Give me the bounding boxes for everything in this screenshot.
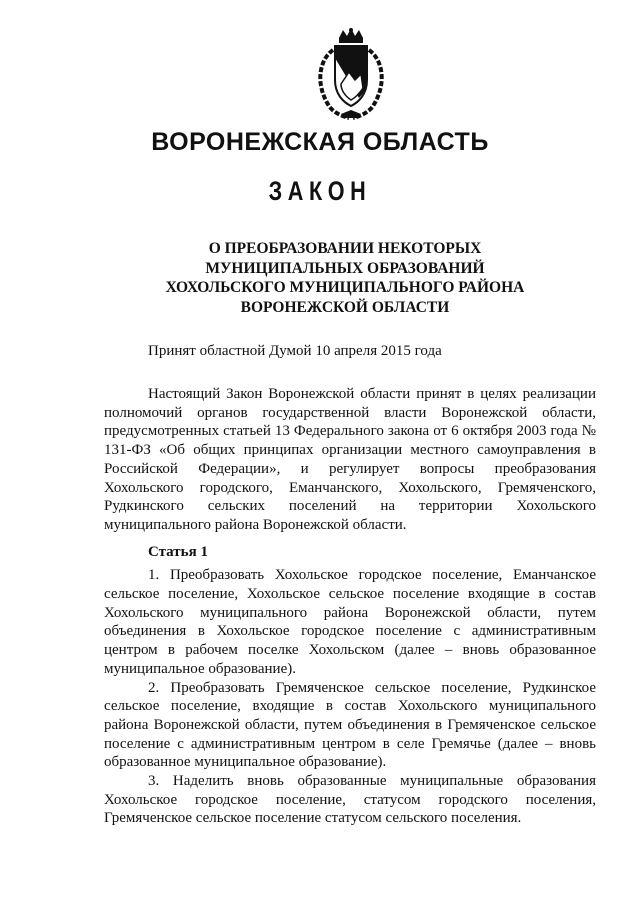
article-heading: Статья 1 [148, 543, 208, 560]
preamble-paragraph: Настоящий Закон Воронежской области принят в целях реализации полномочий органов государственной власти Воронежской области, предусмотренных статьей 13 Федерального закона от 6 октября 2003 года № 131-ФЗ «Об общих принципах организации местного самоуправления в Российской Федерации», и регулирует вопросы преобразования Хохольского городского, Еманчанского, Хохольского, Гремяченского, Рудкинского сельских поселений на территории Хохольского муниципального района Воронежской области. [104, 386, 596, 533]
adoption-date: Принят областной Думой 10 апреля 2015 года [148, 343, 442, 359]
law-subject [120, 239, 570, 317]
article-item: 3. Наделить вновь образованные муниципальные образования Хохольское городское поселение, статусом городского поселения, Гремяченское сельское поселение статусом сельского поселения. [104, 773, 596, 827]
region-title: ВОРОНЕЖСКАЯ ОБЛАСТЬ [151, 128, 489, 156]
subject-line: ХОХОЛЬСКОГО МУНИЦИПАЛЬНОГО РАЙОНА [165, 279, 525, 296]
coat-of-arms-icon [311, 28, 391, 120]
law-body [104, 385, 596, 828]
subject-line: МУНИЦИПАЛЬНЫХ ОБРАЗОВАНИЙ [205, 259, 485, 277]
article-item: 1. Преобразовать Хохольское городское поселение, Еманчанское сельское поселение, Хохольское сельское поселение входящие в состав Хохольского муниципального района Воронежской области, путем объединения в Хохольское городское поселение с административным центром в рабочем поселке Хохольском (далее – вновь образованное муниципальное образование). [104, 567, 596, 677]
subject-line: О ПРЕОБРАЗОВАНИИ НЕКОТОРЫХ [208, 240, 482, 257]
article-item: 2. Преобразовать Гремяченское сельское поселение, Рудкинское сельское поселение, входящие в состав Хохольского муниципального района Воронежской области, путем объединения в Гремяченское сельское поселение с административным центром в селе Гремячье (далее – вновь образованное муниципальное образование). [104, 679, 596, 771]
document-type-title: ЗАКОН [268, 176, 372, 206]
subject-line: ВОРОНЕЖСКОЙ ОБЛАСТИ [240, 298, 450, 316]
